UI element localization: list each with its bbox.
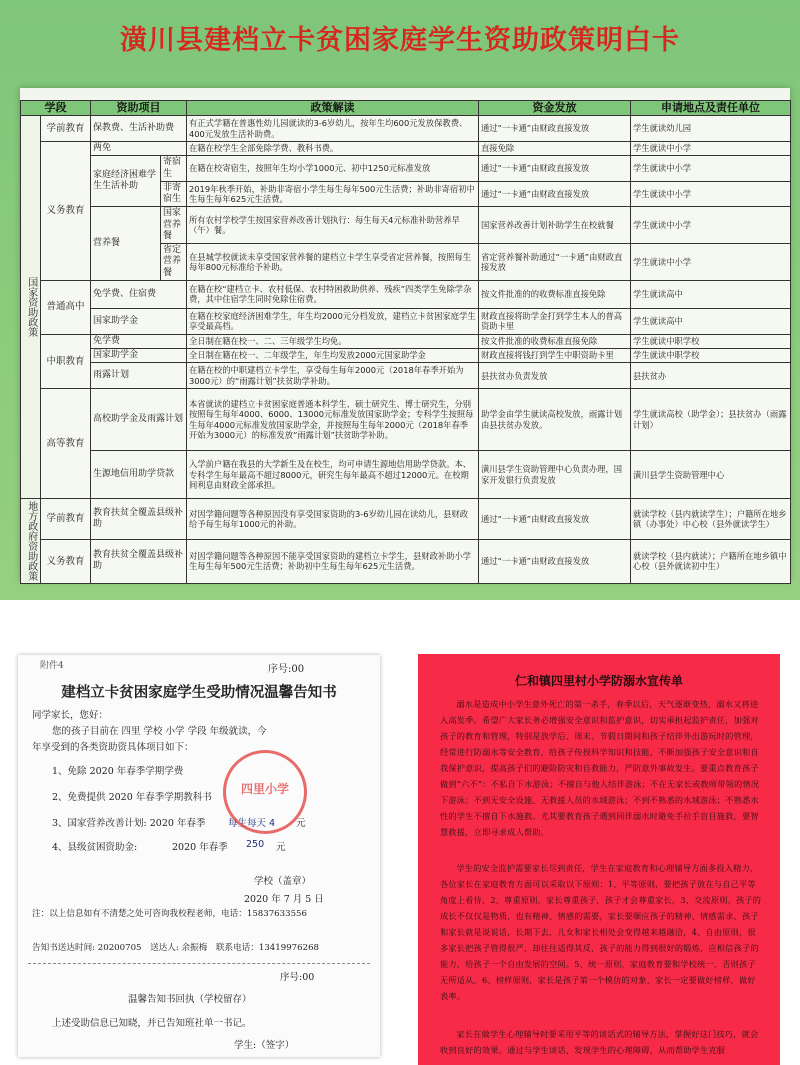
attachment-label: 附件4 xyxy=(40,661,64,671)
row-place: 学生就读幼儿园 xyxy=(631,116,791,142)
stage-compulsory: 义务教育 xyxy=(41,142,91,281)
aid-item: 4、县级贫困资助金: xyxy=(52,842,138,853)
table-row xyxy=(21,389,791,451)
row-fund: 直接免除 xyxy=(479,142,631,156)
row-item: 家庭经济困难学生生活补助 xyxy=(91,156,161,207)
serial-number: 序号:00 xyxy=(268,664,305,675)
stage-highschool: 普通高中 xyxy=(41,280,91,334)
table-row xyxy=(21,142,791,156)
receipt-title: 温馨告知书回执（学校留存） xyxy=(128,994,252,1005)
row-fund: 通过“一卡通”由财政直接发放 xyxy=(479,181,631,207)
table-row xyxy=(21,207,791,244)
row-place: 学生就读中职学校 xyxy=(631,334,791,348)
row-fund: 通过“一卡通”由财政直接发放 xyxy=(479,156,631,182)
row-place: 学生就读中职学校 xyxy=(631,349,791,363)
header-item: 资助项目 xyxy=(91,101,187,116)
aid-item-unit: 元 xyxy=(296,818,306,829)
stamp-text: 四里小学 xyxy=(240,782,289,796)
aid-item-term: 2020 年春季 xyxy=(172,842,228,853)
row-policy: 在籍在校的中职建档立卡学生，享受每生每年2000元（2018年春季开始为3000元）的“雨露计划”扶贫助学补助。 xyxy=(187,363,479,389)
row-item: 保教费、生活补助费 xyxy=(91,116,187,142)
row-place: 学生就读中小学 xyxy=(631,207,791,244)
notice-title: 建档立卡贫困家庭学生受助情况温馨告知书 xyxy=(61,684,337,701)
header-fund: 资金发放 xyxy=(479,101,631,116)
group-local: 地方政府资助政策 xyxy=(21,499,41,584)
policy-table xyxy=(20,100,791,584)
row-place: 学生就读中小学 xyxy=(631,181,791,207)
table-row xyxy=(21,363,791,389)
table-row xyxy=(21,349,791,363)
flyer-paragraph: 家长在做学生心理辅导时要采用平等的谈话式的辅导方法，掌握好这门技巧，就会收到良好的效果。通过与学生谈话，发现学生的心理障碍，从而帮助学生克服 xyxy=(440,1029,759,1055)
notice-letter xyxy=(18,655,380,1057)
row-policy: 全日制在籍在校一、二年级学生，年生均发放2000元国家助学金 xyxy=(187,349,479,363)
row-fund: 财政直接将助学金打到学生本人的普高资助卡里 xyxy=(479,308,631,334)
aid-item-handwritten: 每生每天 4 xyxy=(228,818,276,829)
row-policy: 2019年秋季开始，补助非寄宿小学生每生每年500元生活费；补助非寄宿初中生每生每年625元生活费。 xyxy=(187,181,479,207)
row-policy: 全日制在籍在校一、二、三年级学生均免。 xyxy=(187,334,479,348)
row-fund: 按文件批准的收费标准直接免除 xyxy=(479,334,631,348)
table-row xyxy=(21,334,791,348)
tear-line xyxy=(28,963,370,964)
flyer-title: 仁和镇四里村小学防溺水宣传单 xyxy=(514,674,683,688)
row-item: 高校助学金及雨露计划 xyxy=(91,389,187,451)
row-policy: 在籍在校家庭经济困难学生，年生均2000元分档发放，建档立卡贫困家庭学生享受最高档。 xyxy=(187,308,479,334)
header-place: 申请地点及责任单位 xyxy=(631,101,791,116)
drowning-flyer xyxy=(418,654,780,1065)
aid-item: 2、免费提供 2020 年春季学期教科书 xyxy=(52,792,212,803)
row-item: 两免 xyxy=(91,142,187,156)
row-policy: 对因学籍问题等各种原因没有享受国家资助的3-6岁幼儿园在读幼儿，县财政给予每生每年1000元的补助。 xyxy=(187,499,479,539)
row-fund: 通过“一卡通”由财政直接发放 xyxy=(479,539,631,584)
receipt-serial: 序号:00 xyxy=(280,972,315,983)
student-signature: 学生:（签字） xyxy=(234,1040,295,1051)
row-place: 学生就读高中 xyxy=(631,308,791,334)
row-place: 学生就读高校（助学金）；县扶贫办（雨露计划） xyxy=(631,389,791,451)
table-header-row xyxy=(21,101,791,116)
school-seal-label: 学校（盖章） xyxy=(254,876,312,887)
row-fund: 潢川县学生资助管理中心负责办理，国家开发银行负责发放 xyxy=(479,451,631,499)
row-policy: 入学前户籍在我县的大学新生及在校生，均可申请生源地信用助学贷款。本、专科学生每年最高不超过8000元，研究生每年最高不超过12000元。在校期间利息由财政全部承担。 xyxy=(187,451,479,499)
flyer-paragraph: 溺水是造成中小学生意外死亡的第一杀手，春季以后，天气逐渐变热，溺水又将进入高发季。希望广大家长务必增强安全意识和监护意识，切实承担起监护责任，加强对孩子的教育和管理，特别是放学后、周末、节假日期间和孩子结伴外出游玩时的管理，经常进行防溺水等安全教育，给孩子传授科学知识和技能，不断加强孩子安全意识和自我保护意识，提高孩子们的避险防灾和自救能力，严防意外事故发生。要重点教育孩子做到“六不”：不私自下水游泳；不擅自与他人结伴游泳；不在无家长或教师带领的情况下游泳；不到无安全设施、无救援人员的水域游泳；不到不熟悉的水域游泳；不熟悉水性的学生不擅自下水施救。尤其要教育孩子遇到同伴溺水时避免手拉手盲目施救，要智慧救援，立即寻求成人帮助。 xyxy=(440,699,760,837)
stage-preschool-local: 学前教育 xyxy=(41,499,91,539)
table-row xyxy=(21,116,791,142)
row-policy: 在籍在校学生全部免除学费、教科书费。 xyxy=(187,142,479,156)
school-stamp xyxy=(223,750,307,834)
flyer-paragraph: 学生的安全监护需要家长尽到责任，学生在家庭教育和心理辅导方面多投入精力，各位家长在家庭教育方面可以采取以下原则：1、平等原则，要把孩子放在与自己平等角度上看待，2、尊重原则，家长尊重孩子，孩子才会尊重家长，3、交流原则，孩子的成长不仅仅是物质，也有精神、情感的需要，家长要顺应孩子的精神、情感需求，孩子和家长就是说说话，长期下去，儿女和家长相处会变得越来越融洽，4、自由原则，很多家长把孩子管得很严，却往往适得其反，孩子的能力得到很好的锻炼，应相信孩子的能力，给孩子一个自由发展的空间。5、统一原则，家庭教育要和学校统一，否则孩子无所适从，6、榜样原则，家长是孩子第一个模仿的对象，家长一定要做好榜样，做好表率。 xyxy=(440,863,762,1001)
aid-item-handwritten: 250 xyxy=(246,839,265,850)
notice-line: 年享受到的各类资助资具体项目如下： xyxy=(32,742,194,753)
row-policy: 对因学籍问题等各种原因不能享受国家资助的建档立卡学生，县财政补助小学生每生每年500元生活费；补助初中生每生每年625元生活费。 xyxy=(187,539,479,584)
row-policy: 在籍在校寄宿生，按照年生均小学1000元、初中1250元标准发放 xyxy=(187,156,479,182)
row-place: 就读学校（县内就读学生）；户籍所在地乡镇（办事处）中心校（县外就读学生） xyxy=(631,499,791,539)
row-fund: 国家营养改善计划补助学生在校就餐 xyxy=(479,207,631,244)
row-policy: 本省就读的建档立卡贫困家庭普通本科学生、硕士研究生、博士研究生，分别按照每生每年4000、6000、13000元标准发放国家助学金；专科学生按照每生每年4000元标准发放国家助学金，并按照每生每年2000元（2018年春季开始为3000元）的标准发放“雨露计划”扶贫助学补助。 xyxy=(187,389,479,451)
row-item: 雨露计划 xyxy=(91,363,187,389)
row-item: 营养餐 xyxy=(91,207,161,281)
notice-line: 您的孩子目前在 四里 学校 小学 学段 年级就读，今 xyxy=(52,726,267,737)
table-row xyxy=(21,539,791,584)
stage-vocational: 中职教育 xyxy=(41,334,91,389)
row-policy: 在籍在校“建档立卡、农村低保、农村特困救助供养、残疾”四类学生免除学杂费，其中住宿学生同时免除住宿费。 xyxy=(187,280,479,308)
table-row xyxy=(21,451,791,499)
receipt-text: 上述受助信息已知晓，并已告知班社单一书记。 xyxy=(52,1018,252,1029)
table-row xyxy=(21,308,791,334)
delivery-info: 告知书送达时间: 20200705 送达人: 余振梅 联系电话：13419976268 xyxy=(32,943,320,953)
row-sub: 国家营养餐 xyxy=(161,207,187,244)
row-policy: 在县城学校就读未享受国家营养餐的建档立卡学生享受省定营养餐，按照每生每年800元标准给予补助。 xyxy=(187,244,479,281)
row-item: 教育扶贫全覆盖县级补助 xyxy=(91,539,187,584)
table-row xyxy=(21,499,791,539)
row-sub: 省定营养餐 xyxy=(161,244,187,281)
row-fund: 助学金由学生就读高校发放，雨露计划由县扶贫办发放。 xyxy=(479,389,631,451)
header-policy: 政策解读 xyxy=(187,101,479,116)
row-fund: 省定营养餐补助通过“一卡通”由财政直接发放 xyxy=(479,244,631,281)
table-row xyxy=(21,280,791,308)
aid-item-unit: 元 xyxy=(276,842,286,853)
row-item: 生源地信用助学贷款 xyxy=(91,451,187,499)
row-policy: 有正式学籍在普惠性幼儿园就读的3-6岁幼儿，按年生均600元发放保教费、400元发放生活补助费。 xyxy=(187,116,479,142)
notice-note: 注：以上信息如有不清楚之处可咨询我校程老师，电话：15837633556 xyxy=(32,909,307,919)
row-place: 就读学校（县内就读）；户籍所在地乡镇中心校（县外就读初中生） xyxy=(631,539,791,584)
aid-item: 1、免除 2020 年春季学期学费 xyxy=(52,766,184,777)
poster-title: 潢川县建档立卡贫困家庭学生资助政策明白卡 xyxy=(120,25,680,56)
header-stage: 学段 xyxy=(21,101,91,116)
stage-preschool: 学前教育 xyxy=(41,116,91,142)
table-row xyxy=(21,156,791,182)
row-item: 国家助学金 xyxy=(91,308,187,334)
greeting: 同学家长，您好： xyxy=(32,710,109,721)
stage-compulsory-local: 义务教育 xyxy=(41,539,91,584)
row-item: 国家助学金 xyxy=(91,349,187,363)
row-place: 学生就读中小学 xyxy=(631,142,791,156)
row-place: 潢川县学生资助管理中心 xyxy=(631,451,791,499)
row-place: 学生就读高中 xyxy=(631,280,791,308)
row-fund: 通过“一卡通”由财政直接发放 xyxy=(479,499,631,539)
row-place: 学生就读中小学 xyxy=(631,244,791,281)
row-fund: 按文件批准的的收费标准直接免除 xyxy=(479,280,631,308)
row-fund: 县扶贫办负责发放 xyxy=(479,363,631,389)
row-item: 免学费 xyxy=(91,334,187,348)
row-fund: 财政直接将钱打到学生中职资助卡里 xyxy=(479,349,631,363)
row-item: 免学费、住宿费 xyxy=(91,280,187,308)
stage-higher: 高等教育 xyxy=(41,389,91,499)
aid-item: 3、国家营养改善计划: 2020 年春季 xyxy=(52,818,206,829)
group-national: 国家资助政策 xyxy=(21,116,41,499)
row-place: 县扶贫办 xyxy=(631,363,791,389)
row-sub: 非寄宿生 xyxy=(161,181,187,207)
row-item: 教育扶贫全覆盖县级补助 xyxy=(91,499,187,539)
row-sub: 寄宿生 xyxy=(161,156,187,182)
row-fund: 通过“一卡通”由财政直接发放 xyxy=(479,116,631,142)
notice-date: 2020 年 7 月 5 日 xyxy=(244,894,324,905)
row-place: 学生就读中小学 xyxy=(631,156,791,182)
row-policy: 所有农村学校学生按国家营养改善计划执行：每生每天4元标准补助营养早（午）餐。 xyxy=(187,207,479,244)
